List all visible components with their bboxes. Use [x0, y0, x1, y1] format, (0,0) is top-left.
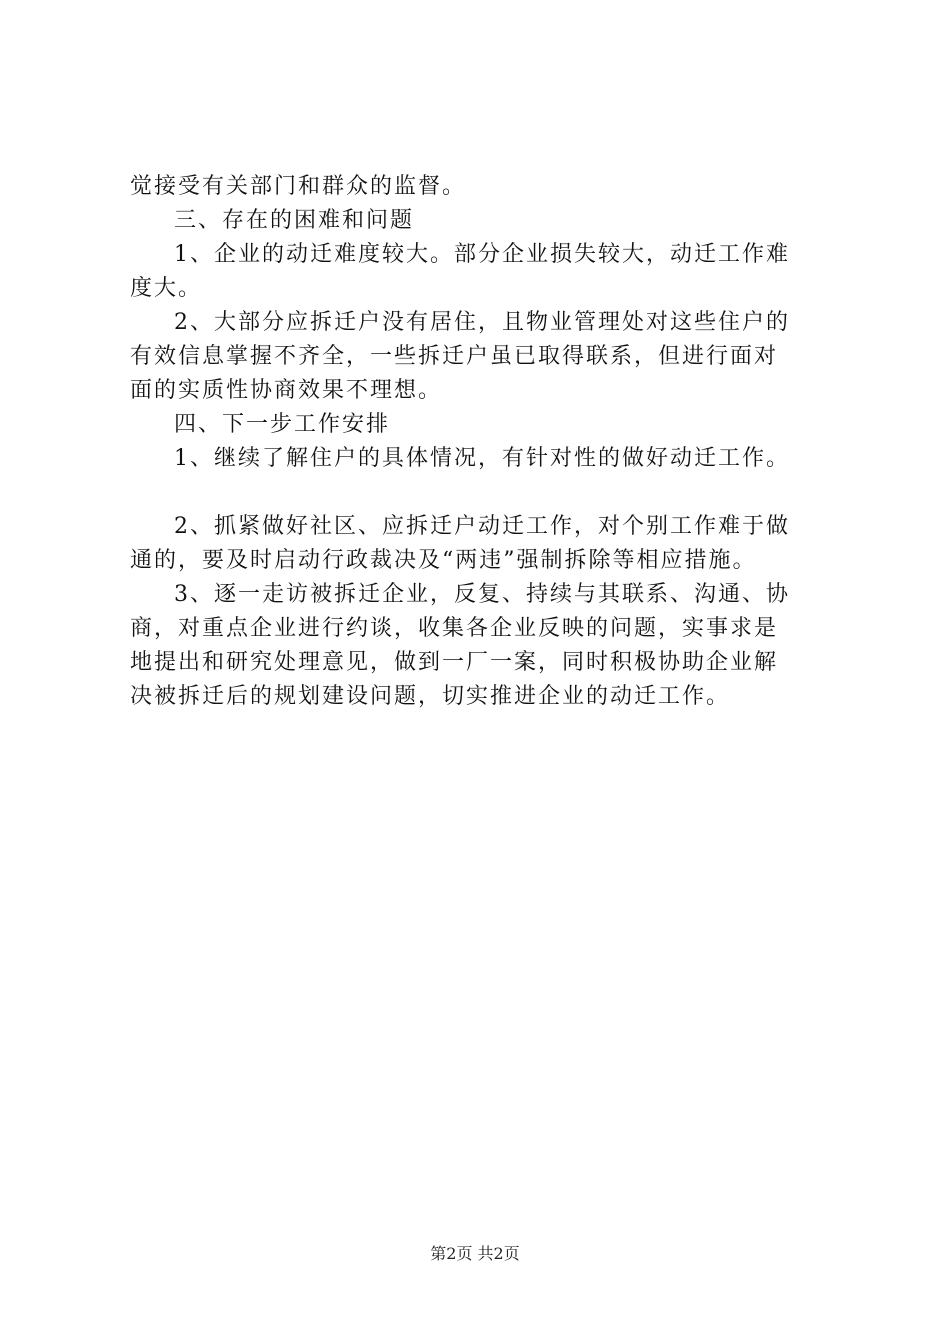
paragraph-line: 商，对重点企业进行约谈，收集各企业反映的问题，实事求是: [130, 616, 779, 641]
paragraph-line: 3、逐一走访被拆迁企业，反复、持续与其联系、沟通、协: [174, 582, 790, 607]
paragraph-line: 地提出和研究处理意见，做到一厂一案，同时积极协助企业解: [130, 650, 779, 675]
paragraph-line: 1、继续了解住户的具体情况，有针对性的做好动迁工作。: [174, 446, 790, 471]
page-footer: [0, 1244, 950, 1264]
page-number-label: 第2页 共2页: [430, 1244, 520, 1263]
paragraph-line: 决被拆迁后的规划建设问题，切实推进企业的动迁工作。: [130, 684, 731, 709]
paragraph-line: 面的实质性协商效果不理想。: [130, 378, 443, 403]
paragraph-line: 通的，要及时启动行政裁决及“两违”强制拆除等相应措施。: [130, 548, 757, 573]
document-body: [130, 170, 830, 714]
paragraph-line: 1、企业的动迁难度较大。部分企业损失较大，动迁工作难: [174, 242, 790, 267]
section-heading: 三、存在的困难和问题: [174, 208, 415, 233]
section-heading: 四、下一步工作安排: [174, 412, 391, 437]
paragraph-line: 有效信息掌握不齐全，一些拆迁户虽已取得联系，但进行面对: [130, 344, 779, 369]
paragraph-line: 度大。: [130, 276, 203, 301]
paragraph-line: 觉接受有关部门和群众的监督。: [130, 174, 467, 199]
paragraph-line: 2、大部分应拆迁户没有居住，且物业管理处对这些住户的: [174, 310, 790, 335]
paragraph-line: 2、抓紧做好社区、应拆迁户动迁工作，对个别工作难于做: [174, 514, 790, 539]
